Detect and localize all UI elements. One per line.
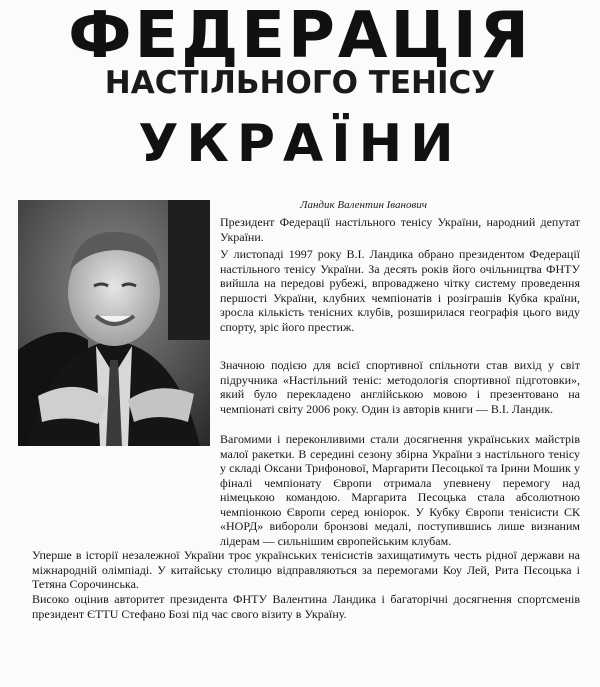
- paragraph-1: Президент Федерації настільного тенісу України, народний депутат України.: [220, 215, 580, 244]
- title-ukraine: УКРАЇНИ: [138, 114, 462, 174]
- person-name: Ландик Валентин Іванович: [300, 199, 427, 211]
- title-federation: ФЕДЕРАЦІЯ: [68, 0, 532, 73]
- portrait-photo: [18, 200, 210, 446]
- title-table-tennis: НАСТІЛЬНОГО ТЕНІСУ: [104, 65, 496, 101]
- paragraph-6: Високо оцінив авторитет президента ФНТУ Валентина Ландика і багаторічні досягнення спортсменів президент ЄТТU Стефано Бозі під час свого візиту в Україну.: [32, 592, 580, 621]
- paragraph-3: Значною подією для всієї спортивної спільноти став вихід у світ підручника «Настільний теніс: методологія спортивної підготовки», який було перекладено англійською мовою і презентовано на чемпіонаті світу 2006 року. Один із авторів книги — В.І. Ландик.: [220, 358, 580, 416]
- paragraph-5: Уперше в історії незалежної України троє українських тенісистів захищатимуть честь рідної держави на міжнародній олімпіаді. У китайську столицю відправляються за перемогами Коу Лей, Рита Пєсоцька і Тетяна Сорочинська.: [32, 548, 580, 591]
- paragraph-2: У листопаді 1997 року В.І. Ландика обрано президентом Федерації настільного тенісу України. За десять років його очільництва ФНТУ вийшла на передові рубежі, впроваджено чітку систему проведення першості України, клубних чемпіонатів і розіграшів Кубка країни, зросла кількість тенісних клубів, розширилася географія цього виду спорту, зріс його престиж.: [220, 247, 580, 334]
- paragraph-4: Вагомими і переконливими стали досягнення українських майстрів малої ракетки. В середині сезону збірна України з настільного тенісу у складі Оксани Трифонової, Маргарити Песоцької та Ірини Мошик у фіналі чемпіонату Європи отримала упевнену перемогу над німецькою командою. Маргарита Песоцька стала абсолютною чемпіонкою Європи серед юніорок. У Кубку Європи тенісисти СК «НОРД» вибороли бронзові медалі, поступившись лише визнаним лідерам — сильнішим європейським клубам.: [220, 432, 580, 548]
